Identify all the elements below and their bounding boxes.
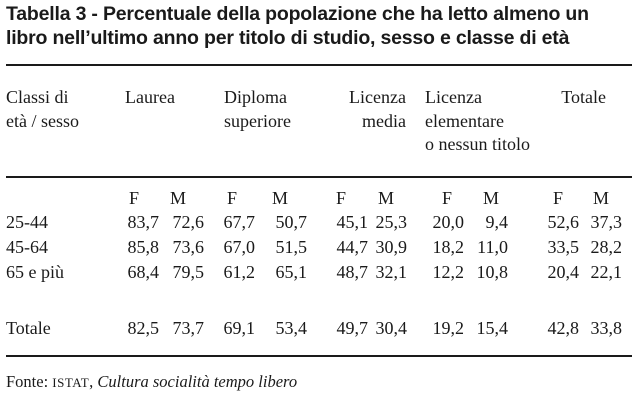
- sex-subheader: M: [169, 188, 186, 208]
- table-cell: 32,1: [375, 262, 407, 282]
- table-cell: 37,3: [590, 212, 622, 232]
- table-cell: 83,7: [127, 212, 159, 232]
- table-cell: 82,5: [127, 318, 159, 338]
- table-cell: 11,0: [477, 237, 508, 257]
- column-group-header: Licenza: [425, 87, 482, 107]
- row-header-label: Classi di: [6, 87, 69, 107]
- table-cell: 18,2: [432, 237, 464, 257]
- table-cell: 72,6: [172, 212, 204, 232]
- table-cell: 10,8: [476, 262, 508, 282]
- column-group-header: elementare: [425, 110, 504, 131]
- table-cell: 67,7: [223, 212, 255, 232]
- table-cell: 22,1: [590, 262, 622, 282]
- column-group-header: o nessun titolo: [425, 134, 531, 154]
- table-cell: 30,4: [375, 318, 407, 338]
- table-cell: 49,7: [336, 318, 368, 338]
- sex-subheader: F: [552, 188, 563, 208]
- table-cell: 19,2: [432, 318, 464, 338]
- table-cell: 65,1: [275, 262, 307, 282]
- top-rule: [6, 64, 632, 66]
- table-cell: 69,1: [223, 318, 255, 338]
- total-row-label: Totale: [6, 318, 51, 338]
- table-cell: 67,0: [223, 237, 255, 257]
- table-cell: 42,8: [547, 318, 579, 338]
- table-cell: 9,4: [485, 212, 508, 232]
- bottom-rule: [6, 355, 632, 357]
- table-cell: 73,7: [172, 318, 204, 338]
- table-row-label: 45-64: [6, 237, 48, 257]
- column-group-header: Laurea: [125, 87, 175, 107]
- table-row-label: 65 e più: [6, 262, 64, 282]
- table-cell: 48,7: [336, 262, 368, 282]
- table-cell: 20,4: [547, 262, 579, 282]
- sex-subheader: M: [482, 188, 499, 208]
- source-sep: ,: [89, 372, 98, 391]
- sex-subheader: M: [592, 188, 609, 208]
- table-cell: 52,6: [547, 212, 579, 232]
- table-row-label: 25-44: [6, 212, 48, 232]
- source-note: [6, 372, 297, 393]
- sex-subheader: F: [335, 188, 346, 208]
- sex-subheader: M: [377, 188, 394, 208]
- table-cell: 50,7: [275, 212, 307, 232]
- table-cell: 68,4: [127, 262, 159, 282]
- table-cell: 20,0: [432, 212, 464, 232]
- sex-subheader: F: [226, 188, 237, 208]
- table-cell: 45,1: [336, 212, 368, 232]
- table-cell: 30,9: [375, 237, 407, 257]
- table-cell: 85,8: [127, 237, 159, 257]
- table-cell: 28,2: [590, 237, 622, 257]
- sex-subheader: M: [271, 188, 288, 208]
- table-cell: 51,5: [275, 237, 307, 257]
- table-cell: 61,2: [223, 262, 255, 282]
- table-cell: 44,7: [336, 237, 368, 257]
- table-cell: 15,4: [476, 318, 508, 338]
- source-org: ISTAT: [52, 375, 90, 390]
- table-title: Tabella 3 - Percentuale della popolazione che ha letto almeno un libro nell’ultimo anno per titolo di studio, sesso e classe di età: [6, 3, 589, 49]
- column-group-header: media: [362, 110, 406, 131]
- source-publication: Cultura socialità tempo libero: [97, 372, 298, 391]
- table-cell: 12,2: [432, 262, 464, 282]
- table-cell: 79,5: [172, 262, 204, 282]
- table-cell: 73,6: [172, 237, 204, 257]
- table-cell: 53,4: [275, 318, 307, 338]
- column-group-header: Totale: [561, 87, 606, 107]
- table-cell: 33,5: [547, 237, 579, 257]
- row-header-label: età / sesso: [6, 110, 79, 131]
- source-prefix: Fonte:: [6, 372, 53, 391]
- table-cell: 33,8: [590, 318, 622, 338]
- header-rule: [6, 176, 632, 178]
- sex-subheader: F: [441, 188, 452, 208]
- column-group-header: Licenza: [349, 87, 406, 107]
- table-cell: 25,3: [375, 212, 407, 232]
- column-group-header: superiore: [224, 110, 291, 131]
- sex-subheader: F: [128, 188, 139, 208]
- column-group-header: Diploma: [224, 87, 287, 107]
